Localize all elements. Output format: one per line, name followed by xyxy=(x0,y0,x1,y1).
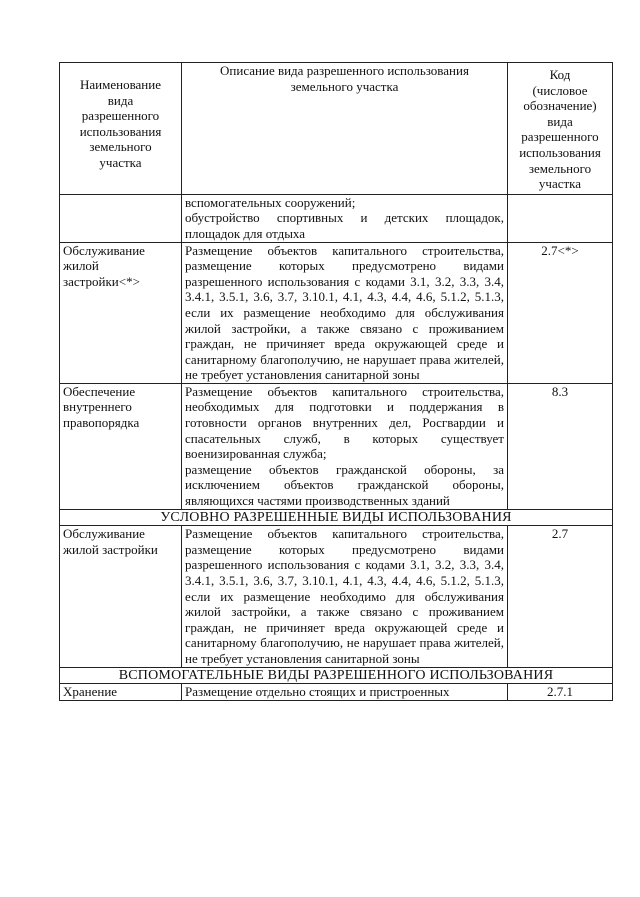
cell-name: Хранение xyxy=(60,684,182,701)
header-code: Код (числовое обозначение) вида разрешенного использования земельного участка xyxy=(508,63,613,195)
section-title: УСЛОВНО РАЗРЕШЕННЫЕ ВИДЫ ИСПОЛЬЗОВАНИЯ xyxy=(60,509,613,526)
cell-description: вспомогательных сооружений; обустройство спортивных и детских площадок, площадок для отдыха xyxy=(182,194,508,242)
cell-description: Размещение объектов капитального строительства, размещение которых предусмотрено видами разрешенного использования с кодами 3.1, 3.2, 3.3, 3.4, 3.4.1, 3.5.1, 3.6, 3.7, 3.10.1, 4.1, 4.3, 4.4, 4.6, 5.1.2, 5.1.3, если их размещение необходимо для обслуживания жилой застройки, а также связано с проживанием граждан, не причиняет вреда окружающей среде и санитарному благополучию, не нарушает права жителей, не требует установления санитарной зоны xyxy=(182,242,508,383)
cell-name: Обеспечение внутреннего правопорядка xyxy=(60,383,182,509)
table-row xyxy=(60,242,613,383)
header-description: Описание вида разрешенного использования земельного участка xyxy=(182,63,508,195)
cell-code: 2.7.1 xyxy=(508,684,613,701)
table-row xyxy=(60,526,613,667)
land-use-table xyxy=(59,62,613,701)
section-header-auxiliary xyxy=(60,667,613,684)
cell-code: 2.7 xyxy=(508,526,613,667)
cell-name: Обслуживание жилой застройки xyxy=(60,526,182,667)
cell-name-empty xyxy=(60,194,182,242)
section-header-conditional xyxy=(60,509,613,526)
cell-code-empty xyxy=(508,194,613,242)
cell-code: 2.7<*> xyxy=(508,242,613,383)
table-row xyxy=(60,684,613,701)
cell-description: Размещение отдельно стоящих и пристроенных xyxy=(182,684,508,701)
cell-name: Обслуживание жилой застройки<*> xyxy=(60,242,182,383)
section-title: ВСПОМОГАТЕЛЬНЫЕ ВИДЫ РАЗРЕШЕННОГО ИСПОЛЬЗОВАНИЯ xyxy=(60,667,613,684)
cell-code: 8.3 xyxy=(508,383,613,509)
table-row-continuation xyxy=(60,194,613,242)
cell-description: Размещение объектов капитального строительства, необходимых для подготовки и поддержания в готовности органов внутренних дел, Росгвардии и спасательных служб, в которых существует военизированная служба; размещение объектов гражданской обороны, за исключением объектов гражданской обороны, являющихся частями производственных зданий xyxy=(182,383,508,509)
cell-description: Размещение объектов капитального строительства, размещение которых предусмотрено видами разрешенного использования с кодами 3.1, 3.2, 3.3, 3.4, 3.4.1, 3.5.1, 3.6, 3.7, 3.10.1, 4.1, 4.3, 4.4, 4.6, 5.1.2, 5.1.3, если их размещение необходимо для обслуживания жилой застройки, а также связано с проживанием граждан, не причиняет вреда окружающей среде и санитарному благополучию, не нарушает права жителей, не требует установления санитарной зоны xyxy=(182,526,508,667)
table-row xyxy=(60,383,613,509)
table-header-row xyxy=(60,63,613,195)
header-name: Наименование вида разрешенного использования земельного участка xyxy=(60,63,182,195)
